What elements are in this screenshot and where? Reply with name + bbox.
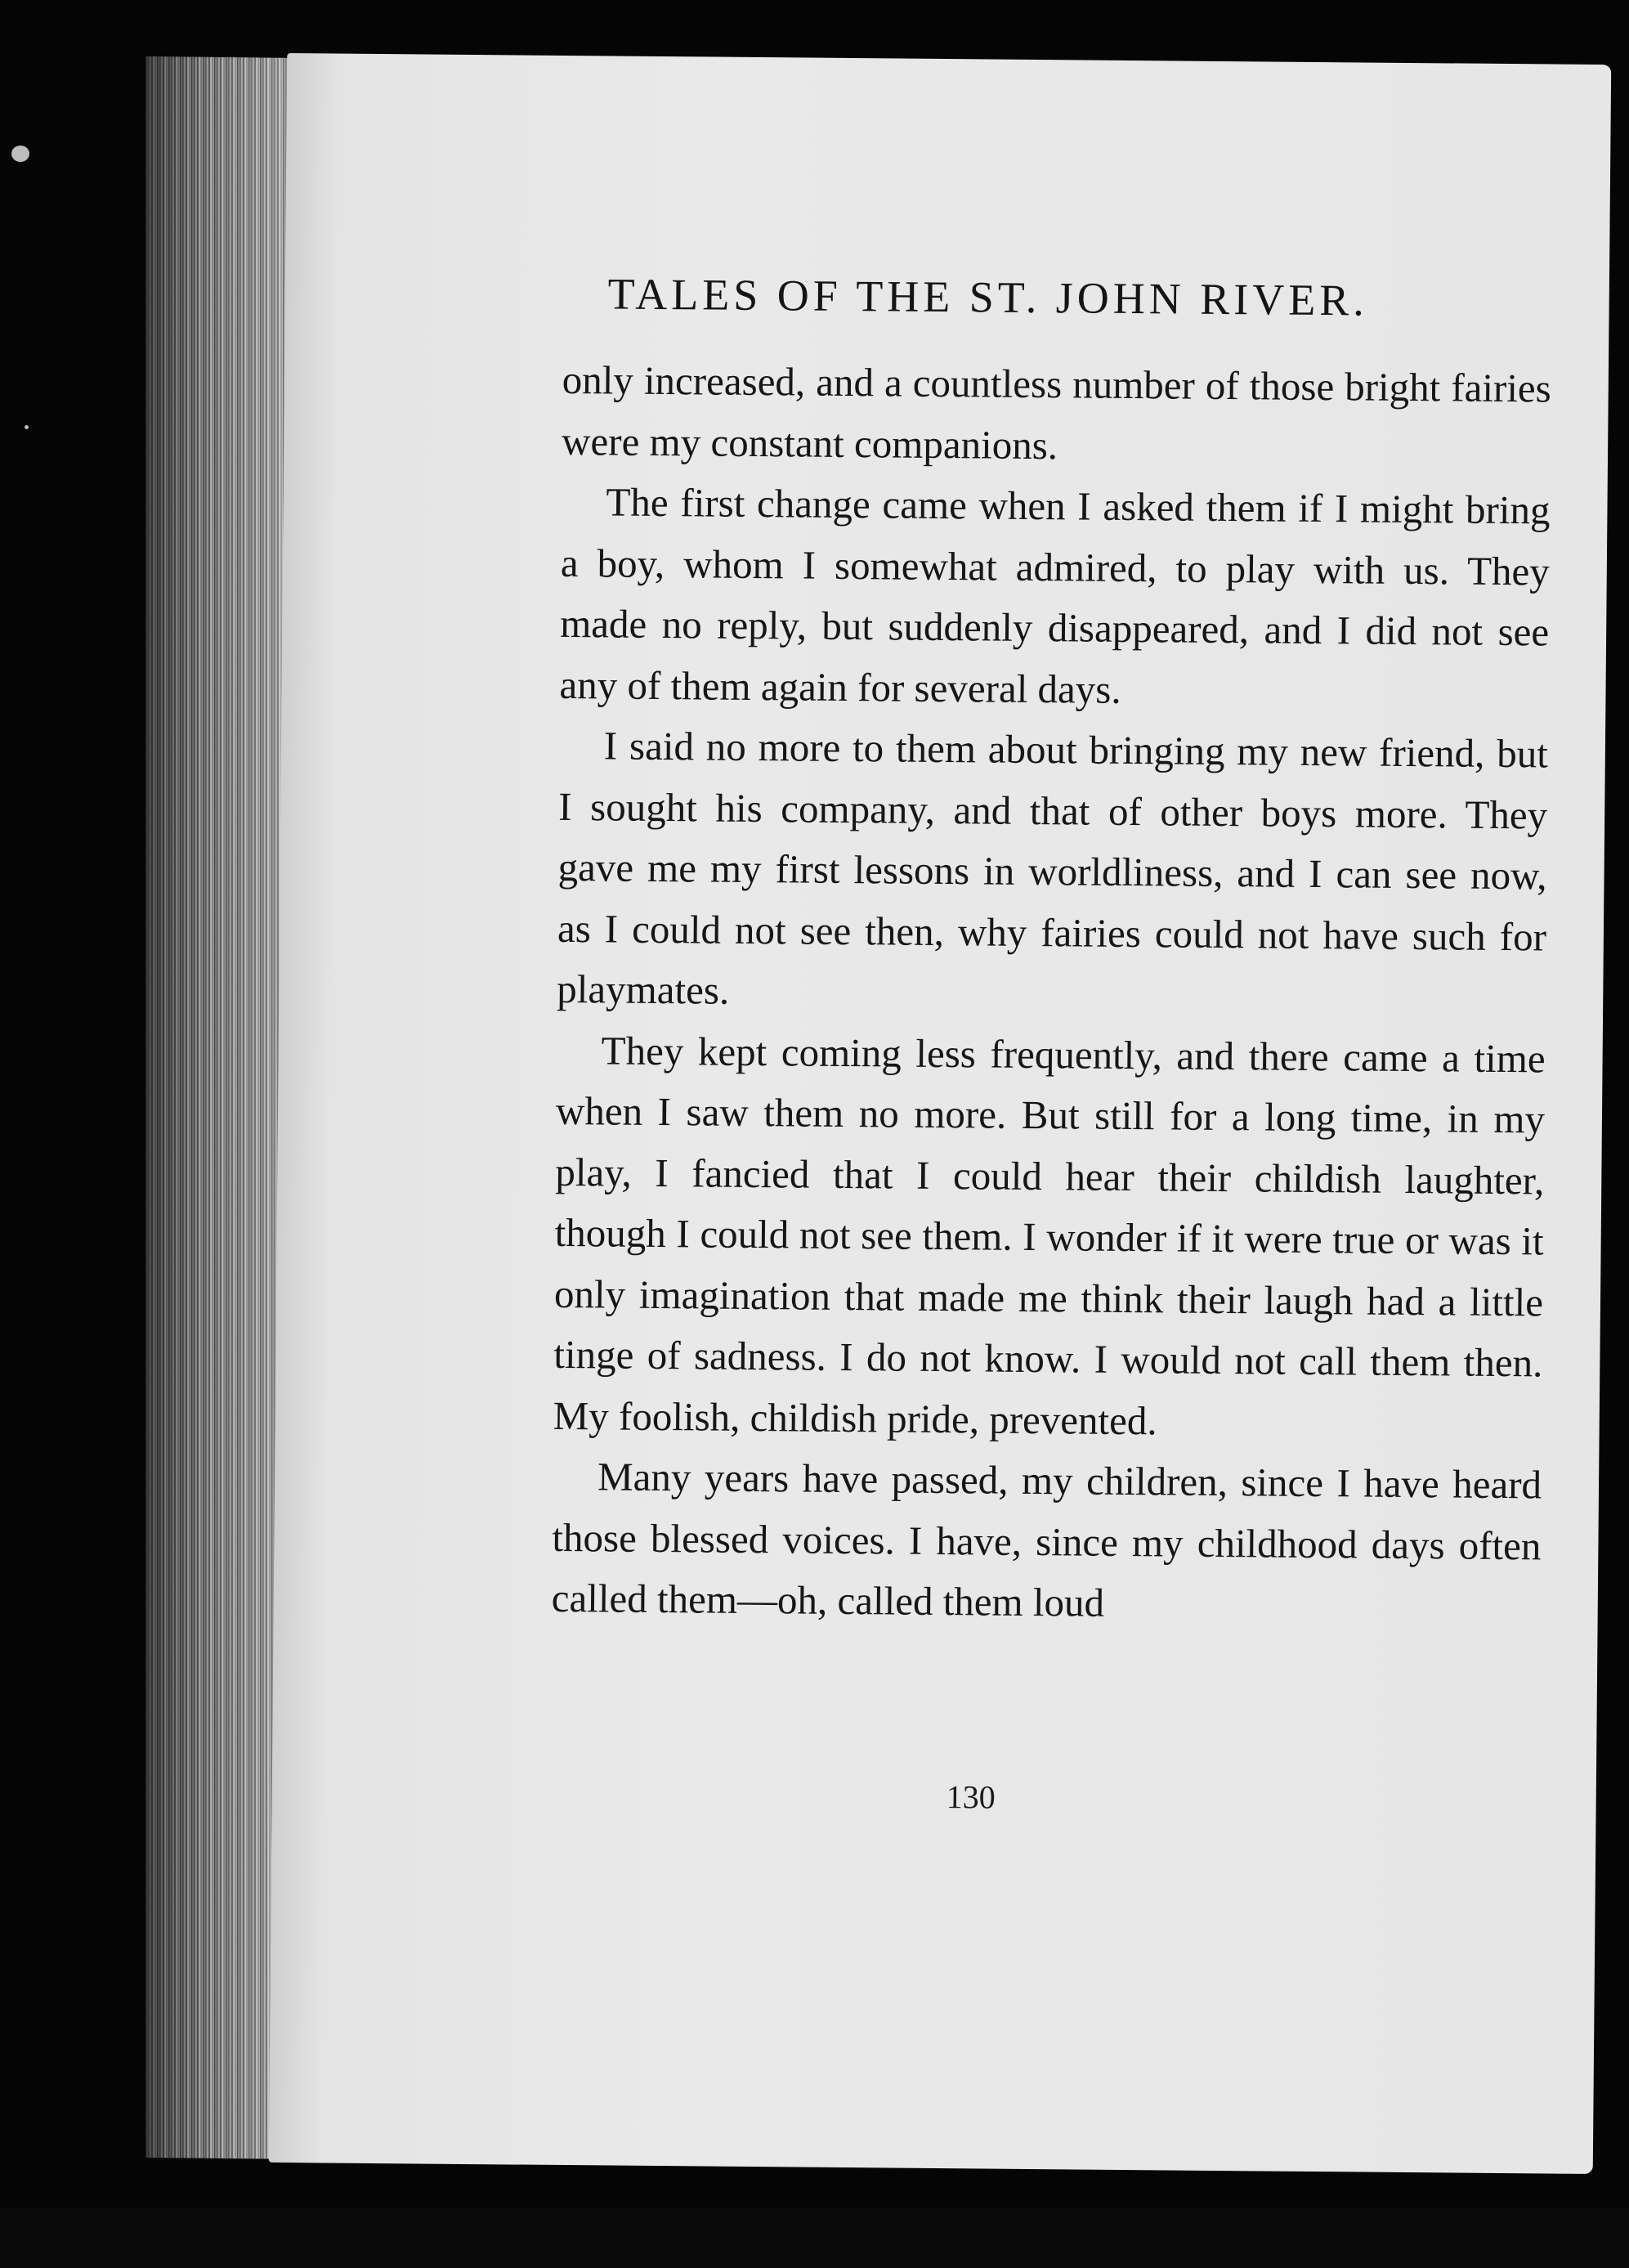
paragraph: The first change came when I asked them if I might bring a boy, whom I somewhat admired, to play with us. They made no reply, but suddenly disappeared, and I did not see any of them again for several days. [559, 479, 1551, 712]
scan-border [0, 2207, 1629, 2268]
scan-speck [25, 425, 29, 429]
paragraph: They kept coming less frequently, and there came a time when I saw them no more. But still for a long time, in my play, I fancied that I could hear their childish laughter, though I could not see them. I wonder if it were true or was it only imagination that made me think their laugh had a little tinge of sadness. I do not know. I would not call them then. My foolish, childish pride, prevented. [553, 1027, 1546, 1443]
paragraph: only increased, and a countless number of those bright fairies were my constant companions. [561, 356, 1552, 468]
page-number: 130 [946, 1778, 996, 1816]
book-page [269, 53, 1611, 2174]
body-text [551, 350, 1551, 1638]
scan-speck [11, 146, 29, 162]
running-head: TALES OF THE ST. JOHN RIVER. [607, 269, 1369, 325]
paragraph: I said no more to them about bringing my new friend, but I sought his company, and that of other boys more. They gave me my first lessons in worldliness, and I can see now, as I could not see then, why fairies could not have such for playmates. [557, 723, 1549, 1013]
paragraph: Many years have passed, my children, since I have heard those blessed voices. I have, since my childhood days often called them—oh, called them loud [551, 1454, 1542, 1625]
